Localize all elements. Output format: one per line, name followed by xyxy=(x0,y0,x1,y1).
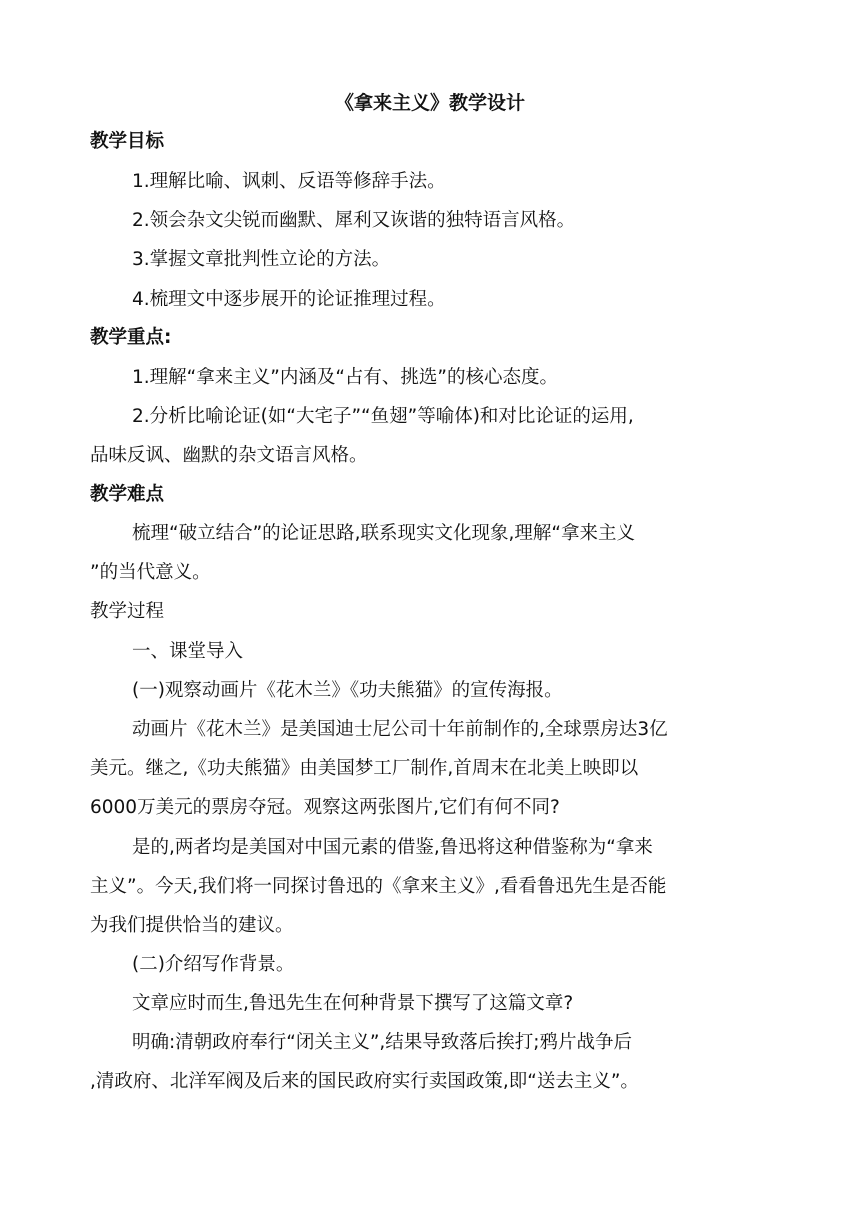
section-heading-objectives: 教学目标 xyxy=(90,131,165,152)
paragraph-line: 美元。继之,《功夫熊猫》由美国梦工厂制作,首周末在北美上映即以 xyxy=(90,758,639,779)
key-point-continuation: 品味反讽、幽默的杂文语言风格。 xyxy=(90,445,368,466)
paragraph-line: 主义”。今天,我们将一同探讨鲁迅的《拿来主义》,看看鲁迅先生是否能 xyxy=(90,876,667,897)
objective-item: 4.梳理文中逐步展开的论证推理过程。 xyxy=(132,289,446,310)
section-heading-difficulty: 教学难点 xyxy=(90,484,165,505)
document-title: 《拿来主义》教学设计 xyxy=(334,92,525,114)
difficulty-text: 梳理“破立结合”的论证思路,联系现实文化现象,理解“拿来主义 xyxy=(132,523,636,544)
paragraph-line: 动画片《花木兰》是美国迪士尼公司十年前制作的,全球票房达3亿 xyxy=(132,719,668,740)
subsection-heading-intro-1: (一)观察动画片《花木兰》《功夫熊猫》的宣传海报。 xyxy=(132,680,563,701)
subsection-heading-intro: 一、课堂导入 xyxy=(132,641,244,662)
objective-item: 2.领会杂文尖锐而幽默、犀利又诙谐的独特语言风格。 xyxy=(132,210,576,231)
key-point-item: 1.理解“拿来主义”内涵及“占有、挑选”的核心态度。 xyxy=(132,367,558,388)
paragraph-line: 文章应时而生,鲁迅先生在何种背景下撰写了这篇文章? xyxy=(132,993,574,1014)
difficulty-text-continuation: ”的当代意义。 xyxy=(90,562,211,583)
paragraph-line: 6000万美元的票房夺冠。观察这两张图片,它们有何不同? xyxy=(90,797,560,818)
objective-item: 1.理解比喻、讽刺、反语等修辞手法。 xyxy=(132,171,446,192)
objective-item: 3.掌握文章批判性立论的方法。 xyxy=(132,249,391,270)
section-heading-key-points: 教学重点: xyxy=(90,327,172,348)
key-point-item: 2.分析比喻论证(如“大宅子”“鱼翅”等喻体)和对比论证的运用, xyxy=(132,406,634,427)
section-heading-process: 教学过程 xyxy=(90,601,165,622)
paragraph-line: 明确:清朝政府奉行“闭关主义”,结果导致落后挨打;鸦片战争后 xyxy=(132,1032,633,1053)
paragraph-line: ,清政府、北洋军阀及后来的国民政府实行卖国政策,即“送去主义”。 xyxy=(90,1071,639,1092)
subsection-heading-intro-2: (二)介绍写作背景。 xyxy=(132,954,295,975)
paragraph-line: 是的,两者均是美国对中国元素的借鉴,鲁迅将这种借鉴称为“拿来 xyxy=(132,837,653,858)
paragraph-line: 为我们提供恰当的建议。 xyxy=(90,915,294,936)
